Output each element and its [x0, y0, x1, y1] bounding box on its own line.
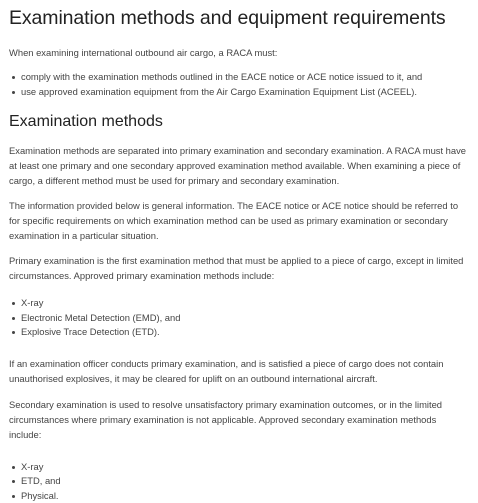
list-item: Physical. [9, 489, 468, 503]
paragraph-primary-clearance: If an examination officer conducts primary examination, and is satisfied a piece of cargo does not contain unauthorised explosives, it may be cleared for uplift on an outbound international aircraft. [9, 356, 468, 386]
paragraph-methods-overview: Examination methods are separated into primary examination and secondary examination. A RACA must have at least one primary and one secondary approved examination method available. When examining a piece of cargo, a different method must be used for primary and secondary examination. [9, 143, 468, 188]
list-item: X-ray [9, 296, 468, 311]
page-title: Examination methods and equipment requirements [9, 5, 468, 31]
list-item: X-ray [9, 460, 468, 475]
section-heading: Examination methods [9, 111, 468, 133]
primary-methods-list [9, 296, 468, 340]
secondary-methods-list [9, 460, 468, 503]
list-item: comply with the examination methods outlined in the EACE notice or ACE notice issued to it, and [9, 70, 468, 85]
intro-text: When examining international outbound air cargo, a RACA must: [9, 45, 468, 60]
list-item: Explosive Trace Detection (ETD). [9, 325, 468, 340]
paragraph-primary-examination: Primary examination is the first examination method that must be applied to a piece of cargo, except in limited circumstances. Approved primary examination methods include: [9, 253, 468, 283]
list-item: Electronic Metal Detection (EMD), and [9, 311, 468, 326]
paragraph-secondary-examination: Secondary examination is used to resolve unsatisfactory primary examination outcomes, or in the limited circumstances where primary examination is not applicable. Approved secondary examination methods include: [9, 397, 468, 442]
requirements-list [9, 70, 468, 99]
list-item: ETD, and [9, 474, 468, 489]
paragraph-general-info: The information provided below is general information. The EACE notice or ACE notice should be referred to for specific requirements on which examination method can be used as primary examination or secondary examination in a particular situation. [9, 198, 468, 243]
list-item: use approved examination equipment from the Air Cargo Examination Equipment List (ACEEL). [9, 85, 468, 100]
